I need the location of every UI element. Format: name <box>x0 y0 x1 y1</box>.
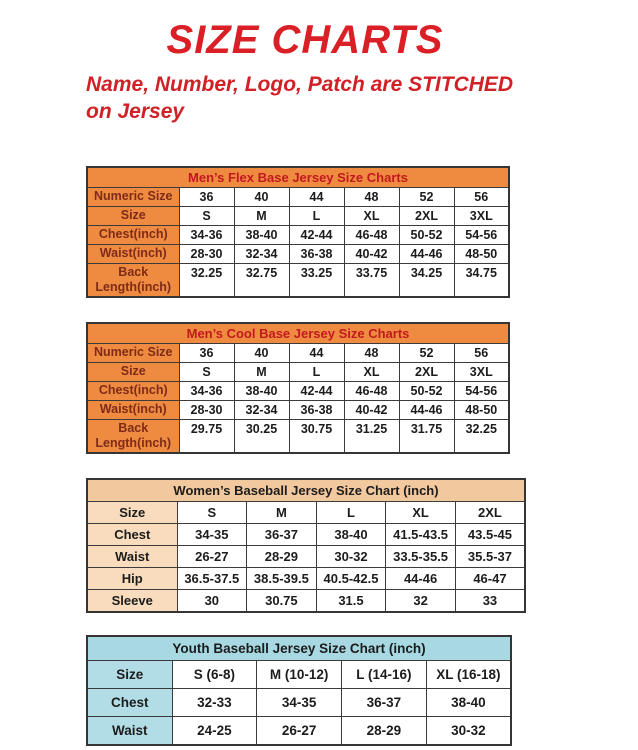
table-row <box>87 381 509 400</box>
data-cell: S (6-8) <box>172 660 257 688</box>
data-cell: 30.75 <box>247 589 317 612</box>
data-cell: 2XL <box>399 206 454 225</box>
data-cell: 33.75 <box>344 263 399 297</box>
data-cell: 30.75 <box>289 419 344 453</box>
data-cell: 32.75 <box>234 263 289 297</box>
data-cell: 44 <box>289 343 344 362</box>
row-label-cell: Waist(inch) <box>87 400 179 419</box>
data-cell: 42-44 <box>289 225 344 244</box>
data-cell: 44-46 <box>399 244 454 263</box>
row-label-cell: Size <box>87 660 172 688</box>
row-label-cell: Back Length(inch) <box>87 419 179 453</box>
data-cell: L <box>316 501 386 523</box>
table-title-row <box>87 167 509 188</box>
data-cell: 40 <box>234 187 289 206</box>
row-label-cell: Size <box>87 206 179 225</box>
data-cell: 3XL <box>454 362 509 381</box>
data-cell: 48-50 <box>454 244 509 263</box>
data-cell: L <box>289 362 344 381</box>
row-label-cell: Waist(inch) <box>87 244 179 263</box>
data-cell: 36-37 <box>247 523 317 545</box>
data-cell: 40.5-42.5 <box>316 567 386 589</box>
data-cell: XL <box>344 362 399 381</box>
table-row <box>87 187 509 206</box>
data-cell: 34.25 <box>399 263 454 297</box>
data-cell: 34-36 <box>179 225 234 244</box>
row-label-cell: Size <box>87 501 177 523</box>
data-cell: M <box>247 501 317 523</box>
data-cell: 33 <box>455 589 525 612</box>
data-cell: 40-42 <box>344 244 399 263</box>
data-cell: S <box>179 362 234 381</box>
table-row <box>87 501 525 523</box>
table-row <box>87 343 509 362</box>
data-cell: 35.5-37 <box>455 545 525 567</box>
data-cell: 30-32 <box>316 545 386 567</box>
youth-baseball-size-table <box>86 635 512 746</box>
data-cell: XL (16-18) <box>426 660 511 688</box>
data-cell: 31.75 <box>399 419 454 453</box>
data-cell: M <box>234 206 289 225</box>
data-cell: 29.75 <box>179 419 234 453</box>
mens-flex-base-size-table <box>86 166 510 298</box>
row-label-cell: Back Length(inch) <box>87 263 179 297</box>
data-cell: 33.25 <box>289 263 344 297</box>
table-row <box>87 589 525 612</box>
row-label-cell: Chest(inch) <box>87 225 179 244</box>
subtitle-line-2: on Jersey <box>86 100 185 124</box>
row-label-cell: Chest <box>87 523 177 545</box>
data-cell: 32-33 <box>172 688 257 716</box>
row-label-cell: Waist <box>87 545 177 567</box>
data-cell: 56 <box>454 187 509 206</box>
data-cell: 34-35 <box>177 523 247 545</box>
table-title-row <box>87 479 525 502</box>
row-label-cell: Sleeve <box>87 589 177 612</box>
row-label-cell: Size <box>87 362 179 381</box>
page-title: SIZE CHARTS <box>166 18 444 62</box>
data-cell: 40-42 <box>344 400 399 419</box>
data-cell: 32-34 <box>234 400 289 419</box>
data-cell: 30-32 <box>426 716 511 745</box>
womens-baseball-size-table <box>86 478 526 613</box>
data-cell: 50-52 <box>399 225 454 244</box>
row-label-cell: Numeric Size <box>87 343 179 362</box>
data-cell: 38-40 <box>426 688 511 716</box>
data-cell: 34-35 <box>257 688 342 716</box>
data-cell: 36 <box>179 187 234 206</box>
data-cell: 48-50 <box>454 400 509 419</box>
table-row <box>87 545 525 567</box>
data-cell: 42-44 <box>289 381 344 400</box>
data-cell: 28-29 <box>247 545 317 567</box>
table-title-row <box>87 323 509 344</box>
table-row <box>87 206 509 225</box>
data-cell: 41.5-43.5 <box>386 523 456 545</box>
data-cell: 30.25 <box>234 419 289 453</box>
data-cell: 31.5 <box>316 589 386 612</box>
table-row <box>87 523 525 545</box>
data-cell: 38-40 <box>316 523 386 545</box>
data-cell: 28-30 <box>179 244 234 263</box>
data-cell: 32 <box>386 589 456 612</box>
table-title-cell: Youth Baseball Jersey Size Chart (inch) <box>87 636 511 661</box>
data-cell: 32-34 <box>234 244 289 263</box>
data-cell: L <box>289 206 344 225</box>
data-cell: 38-40 <box>234 381 289 400</box>
data-cell: 48 <box>344 343 399 362</box>
data-cell: 31.25 <box>344 419 399 453</box>
data-cell: 54-56 <box>454 225 509 244</box>
data-cell: 56 <box>454 343 509 362</box>
data-cell: 24-25 <box>172 716 257 745</box>
data-cell: 46-48 <box>344 225 399 244</box>
table-row <box>87 567 525 589</box>
data-cell: 38.5-39.5 <box>247 567 317 589</box>
data-cell: 33.5-35.5 <box>386 545 456 567</box>
data-cell: 34-36 <box>179 381 234 400</box>
data-cell: 50-52 <box>399 381 454 400</box>
data-cell: 52 <box>399 343 454 362</box>
table-row <box>87 263 509 297</box>
data-cell: 30 <box>177 589 247 612</box>
data-cell: 48 <box>344 187 399 206</box>
table-title-cell: Men’s Cool Base Jersey Size Charts <box>87 323 509 344</box>
data-cell: 2XL <box>399 362 454 381</box>
row-label-cell: Hip <box>87 567 177 589</box>
data-cell: 36-38 <box>289 244 344 263</box>
data-cell: M <box>234 362 289 381</box>
table-row <box>87 716 511 745</box>
table-row <box>87 688 511 716</box>
table-title-row <box>87 636 511 661</box>
table-row <box>87 362 509 381</box>
data-cell: XL <box>344 206 399 225</box>
table-row <box>87 225 509 244</box>
row-label-cell: Chest(inch) <box>87 381 179 400</box>
table-row <box>87 244 509 263</box>
table-row <box>87 419 509 453</box>
data-cell: 54-56 <box>454 381 509 400</box>
data-cell: 46-48 <box>344 381 399 400</box>
mens-cool-base-size-table <box>86 322 510 454</box>
page-subtitle <box>86 71 598 126</box>
data-cell: 26-27 <box>177 545 247 567</box>
data-cell: 44 <box>289 187 344 206</box>
table-title-cell: Men’s Flex Base Jersey Size Charts <box>87 167 509 188</box>
data-cell: S <box>179 206 234 225</box>
table-row <box>87 660 511 688</box>
data-cell: 28-30 <box>179 400 234 419</box>
data-cell: 38-40 <box>234 225 289 244</box>
data-cell: 44-46 <box>386 567 456 589</box>
table-row <box>87 400 509 419</box>
data-cell: 44-46 <box>399 400 454 419</box>
data-cell: 36-37 <box>342 688 427 716</box>
table-title-cell: Women’s Baseball Jersey Size Chart (inch) <box>87 479 525 502</box>
data-cell: S <box>177 501 247 523</box>
row-label-cell: Waist <box>87 716 172 745</box>
subtitle-line-1: Name, Number, Logo, Patch are STITCHED <box>86 73 514 96</box>
data-cell: 28-29 <box>342 716 427 745</box>
data-cell: 36.5-37.5 <box>177 567 247 589</box>
data-cell: 3XL <box>454 206 509 225</box>
data-cell: L (14-16) <box>342 660 427 688</box>
data-cell: 34.75 <box>454 263 509 297</box>
data-cell: 40 <box>234 343 289 362</box>
data-cell: 32.25 <box>454 419 509 453</box>
data-cell: 2XL <box>455 501 525 523</box>
data-cell: 32.25 <box>179 263 234 297</box>
data-cell: 36 <box>179 343 234 362</box>
data-cell: 36-38 <box>289 400 344 419</box>
data-cell: XL <box>386 501 456 523</box>
data-cell: 52 <box>399 187 454 206</box>
data-cell: 43.5-45 <box>455 523 525 545</box>
data-cell: 26-27 <box>257 716 342 745</box>
data-cell: 46-47 <box>455 567 525 589</box>
row-label-cell: Numeric Size <box>87 187 179 206</box>
data-cell: M (10-12) <box>257 660 342 688</box>
row-label-cell: Chest <box>87 688 172 716</box>
